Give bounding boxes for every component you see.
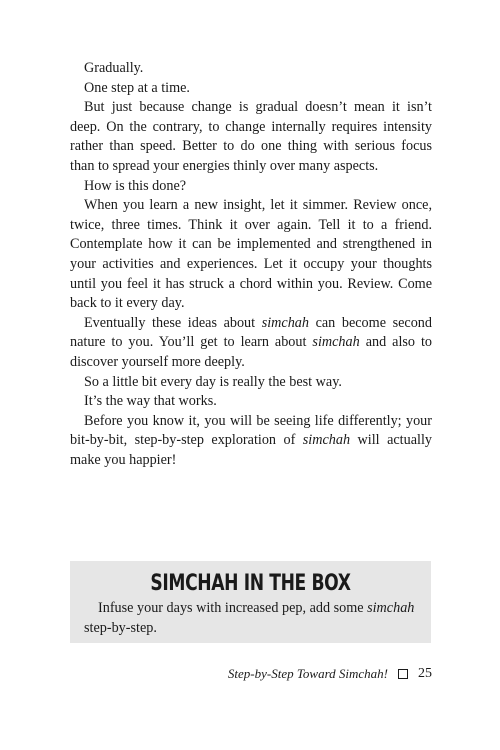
box-text-emphasis: simchah: [367, 600, 415, 616]
box-text-1: Infuse your days with increased pep, add some: [98, 600, 368, 616]
box-text-2: step-by-step.: [84, 619, 157, 636]
paragraph-new-insight: When you learn a new insight, let it simmer. Review once, twice, three times. Think it over again. Tell it to a friend. Contemplate how it can be implemented and strengthened in your activities and experiences. Let it occupy your thoughts until you feel it has struck a chord within you. Review. Come back to it every day.: [70, 197, 432, 312]
paragraph-eventually-text-3: and also to discover yourself more deeply.: [70, 334, 433, 370]
paragraph-before-you-know: [70, 412, 432, 471]
simchah-in-the-box: [70, 561, 431, 643]
paragraph-before-emphasis: simchah: [302, 432, 351, 449]
paragraph-eventually-text-1: Eventually these ideas about: [84, 314, 262, 331]
running-title: Step-by-Step Toward Simchah!: [227, 666, 388, 681]
paragraph-eventually-text-2: can become second nature to you. You’ll get to learn about: [70, 314, 432, 351]
page-footer: [228, 666, 432, 682]
paragraph-eventually: [70, 314, 432, 373]
paragraph-eventually-emphasis-1: simchah: [261, 314, 309, 331]
paragraph-gradually: Gradually.: [84, 60, 144, 76]
page-body: [70, 59, 432, 470]
page-number: 25: [418, 666, 432, 681]
paragraph-before-text-1: Before you know it, you will be seeing life differently; your bit-by-bit, step-by-step exploration of: [70, 412, 432, 449]
paragraph-one-step: One step at a time.: [84, 79, 190, 96]
box-text: [84, 599, 422, 638]
paragraph-how-done: How is this done?: [84, 177, 187, 194]
paragraph-before-text-2: will actually make you happier!: [70, 432, 432, 468]
square-ornament-icon: [398, 669, 408, 679]
paragraph-eventually-emphasis-2: simchah: [312, 334, 360, 351]
box-title: SIMCHAH IN THE BOX: [150, 571, 351, 596]
paragraph-little-bit: So a little bit every day is really the best way.: [84, 373, 342, 390]
paragraph-way-works: It’s the way that works.: [84, 393, 217, 410]
paragraph-change-gradual: But just because change is gradual doesn’t mean it isn’t deep. On the contrary, to change internally requires intensity rather than speed. Better to do one thing with serious focus than to spread your energies thinly over many aspects.: [70, 99, 432, 174]
